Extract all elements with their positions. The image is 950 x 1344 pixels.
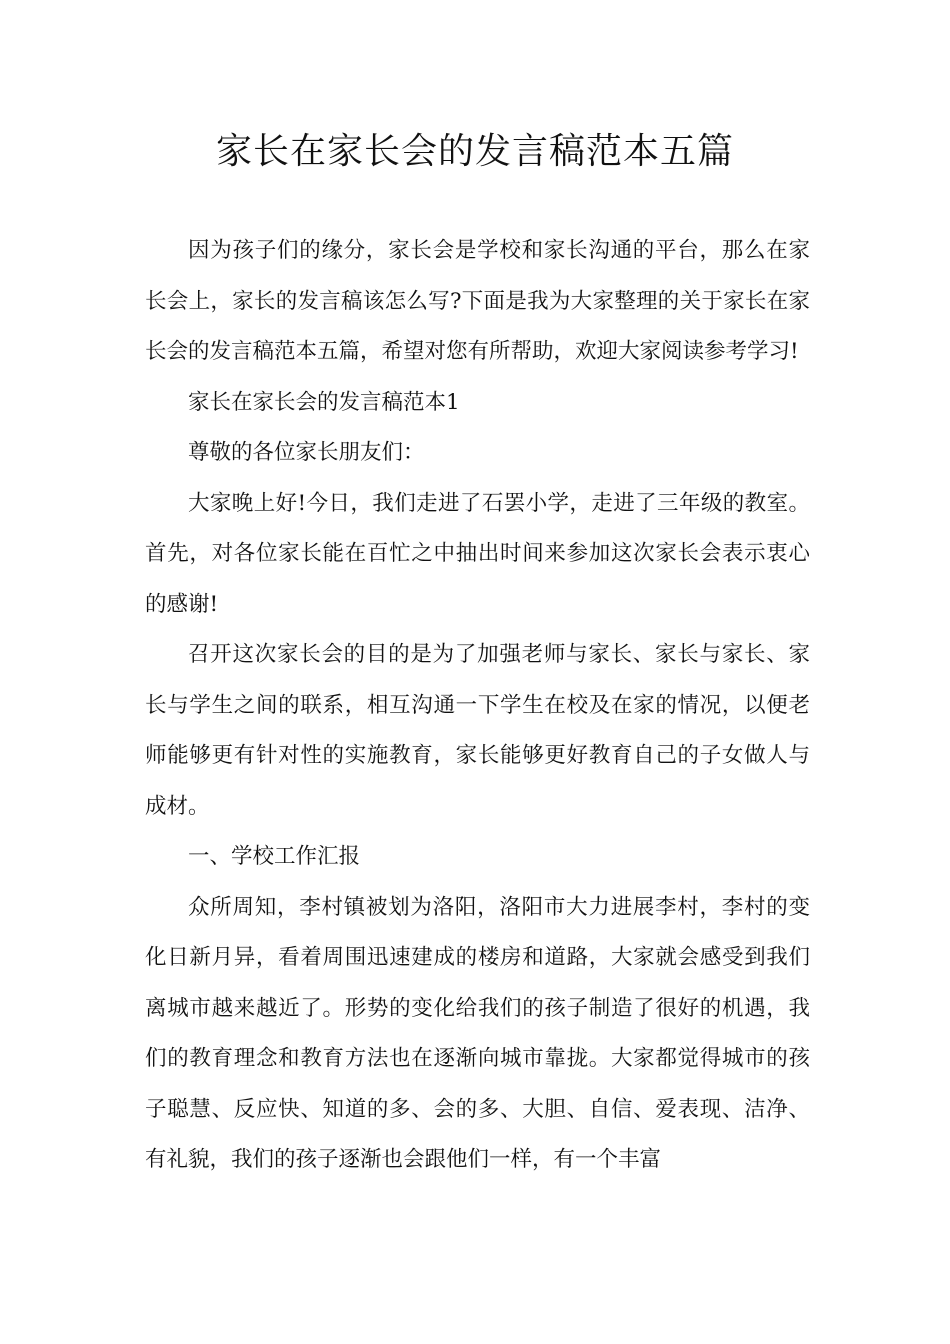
paragraph-purpose: 召开这次家长会的目的是为了加强老师与家长、家长与家长、家长与学生之间的联系，相互沟通一下学生在校及在家的情况，以便老师能够更有针对性的实施教育，家长能够更好教育自己的子女做人与成材。 <box>145 642 810 819</box>
document-title: 家长在家长会的发言稿范本五篇 <box>215 131 734 172</box>
document-body <box>145 226 810 1186</box>
paragraph-report: 众所周知，李村镇被划为洛阳，洛阳市大力进展李村，李村的变化日新月异，看着周围迅速建成的楼房和道路，大家就会感受到我们离城市越来越近了。形势的变化给我们的孩子制造了很好的机遇，我们的教育理念和教育方法也在逐渐向城市靠拢。大家都觉得城市的孩子聪慧、反应快、知道的多、会的多、大胆、自信、爱表现、洁净、有礼貌，我们的孩子逐渐也会跟他们一样，有一个丰富 <box>145 894 810 1172</box>
paragraph-intro: 因为孩子们的缘分，家长会是学校和家长沟通的平台，那么在家长会上，家长的发言稿该怎么写?下面是我为大家整理的关于家长在家长会的发言稿范本五篇，希望对您有所帮助，欢迎大家阅读参考学习! <box>145 238 810 364</box>
paragraph-subheading: 一、学校工作汇报 <box>188 844 361 869</box>
paragraph-greeting: 大家晚上好!今日，我们走进了石罢小学，走进了三年级的教室。首先，对各位家长能在百忙之中抽出时间来参加这次家长会表示衷心的感谢! <box>145 490 810 617</box>
paragraph-section-heading: 家长在家长会的发言稿范本1 <box>188 389 460 415</box>
paragraph-salutation: 尊敬的各位家长朋友们： <box>188 440 425 465</box>
